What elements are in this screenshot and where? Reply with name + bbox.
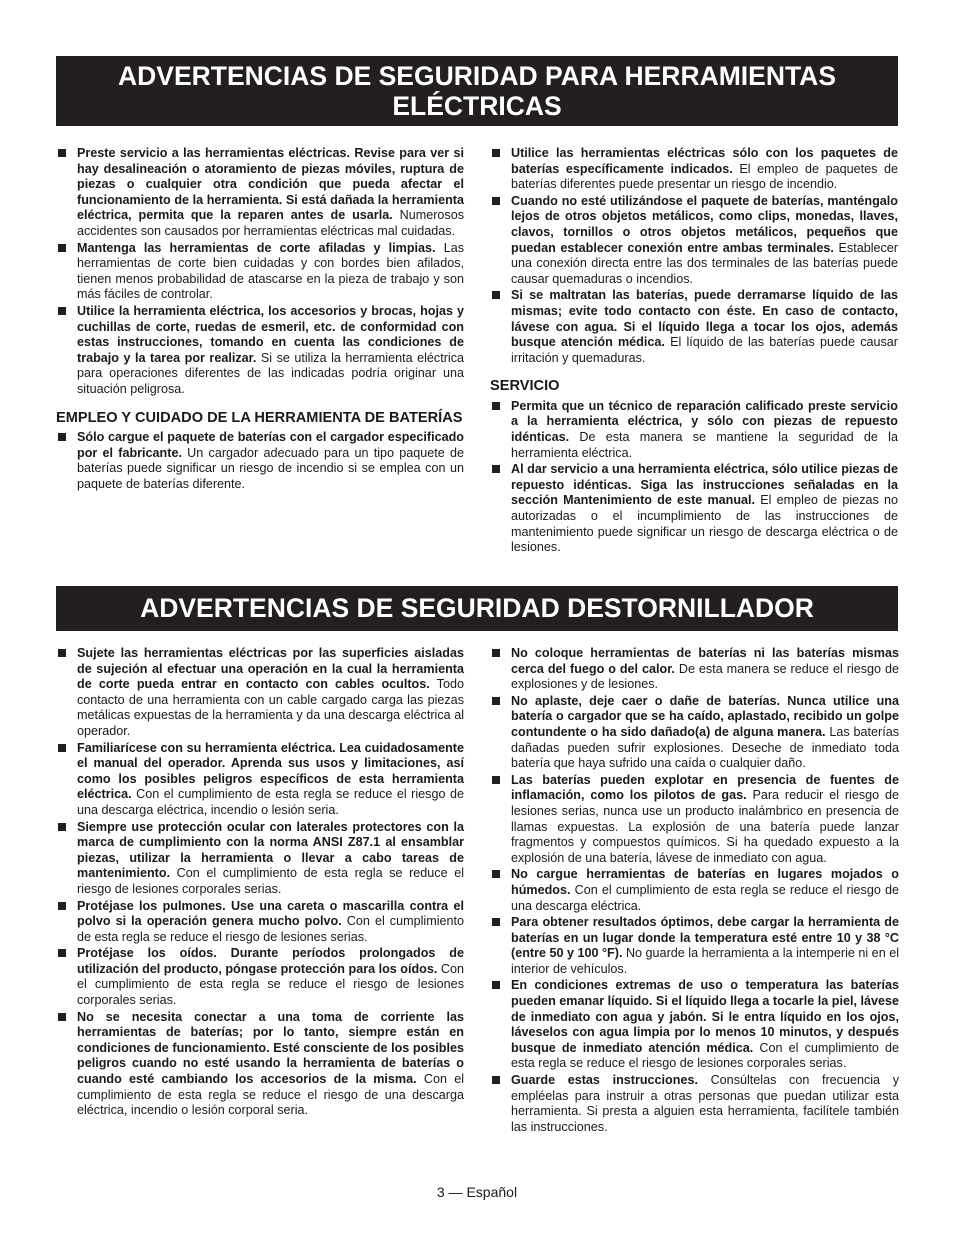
column-screwdriver-left xyxy=(56,646,464,1120)
list-item: Para obtener resultados óptimos, debe cargar la herramienta de baterías en un lugar donde la temperatura esté entre 10 y 38 °C (entre 50 y 100 °F). No guarde la herramienta a la intemperie ni en el interior de vehículos. xyxy=(490,915,899,977)
list-item: No aplaste, deje caer o dañe de baterías. Nunca utilice una batería o cargador que se ha caído, aplastado, recibido un golpe contundente o ha sido dañado(a) de alguna manera. Las baterías dañadas pueden sufrir explosiones. Deseche de inmediato toda batería que haya sufrido una caída o cualquier daño. xyxy=(490,694,899,772)
list-item: En condiciones extremas de uso o temperatura las baterías pueden emanar líquido. Si el líquido llega a tocarle la piel, lávese de inmediato con agua y jabón. Si le entra líquido en los ojos, láveselos con agua limpia por lo menos 10 minutos, y después busque de inmediato atención médica. Con el cumplimiento de esta regla se reduce el riesgo de lesiones corporales serias. xyxy=(490,978,899,1072)
list-item: Utilice la herramienta eléctrica, los accesorios y brocas, hojas y cuchillas de corte, ruedas de esmeril, etc. de conformidad con estas instrucciones, tomando en cuenta las condiciones de trabajo y la tarea por realizar. Si se utiliza la herramienta eléctrica para operaciones diferentes de las indicadas podría originar una situación peligrosa. xyxy=(56,304,464,398)
list-item: Mantenga las herramientas de corte afiladas y limpias. Las herramientas de corte bien cuidadas y con bordes bien afilados, tienen menos probabilidad de atascarse en la pieza de trabajo y son más fáciles de controlar. xyxy=(56,241,464,303)
list-item: Al dar servicio a una herramienta eléctrica, sólo utilice piezas de repuesto idénticas. Siga las instrucciones señaladas en la sección Mantenimiento de este manual. El empleo de piezas no autorizadas o el incumplimiento de las instrucciones de mantenimiento puede significar un riesgo de descarga eléctrica o de lesiones. xyxy=(490,462,898,556)
list-item: Si se maltratan las baterías, puede derramarse líquido de las mismas; evite todo contacto con éste. En caso de contacto, lávese con agua. Si el líquido llega a tocar los ojos, además busque atención médica. El líquido de las baterías puede causar irritación y quemaduras. xyxy=(490,288,898,366)
list-item: Protéjase los pulmones. Use una careta o mascarilla contra el polvo si la operación genera mucho polvo. Con el cumplimiento de esta regla se reduce el riesgo de lesiones serias. xyxy=(56,899,464,946)
list-item: Utilice las herramientas eléctricas sólo con los paquetes de baterías específicamente indicados. El empleo de paquetes de baterías diferentes puede presentar un riesgo de incendio. xyxy=(490,146,898,193)
section-banner-screwdriver xyxy=(56,586,898,631)
list-item: Protéjase los oídos. Durante períodos prolongados de utilización del producto, póngase protección para los oídos. Con el cumplimiento de esta regla se reduce el riesgo de lesiones corporales serias. xyxy=(56,946,464,1008)
column-service-and-battery xyxy=(56,146,464,493)
section-banner-power-tools xyxy=(56,56,898,126)
column-screwdriver-right xyxy=(490,646,899,1136)
bullet-list xyxy=(56,146,464,398)
list-item: Guarde estas instrucciones. Consúltelas con frecuencia y empléelas para instruir a otras personas que puedan utilizar esta herramienta. Si presta a alguien esta herramienta, facilítele también las instrucciones. xyxy=(490,1073,899,1135)
bullet-list xyxy=(490,399,898,556)
list-item: Preste servicio a las herramientas eléctricas. Revise para ver si hay desalineación o atoramiento de piezas móviles, ruptura de piezas o cualquier otra condición que pueda afectar el funcionamiento de la herramienta. Si está dañada la herramienta eléctrica, permita que la reparen antes de usarla. Numerosos accidentes son causados por herramientas eléctricas mal cuidadas. xyxy=(56,146,464,240)
column-battery-and-service xyxy=(490,146,898,557)
list-item: No cargue herramientas de baterías en lugares mojados o húmedos. Con el cumplimiento de esta regla se reduce el riesgo de una descarga eléctrica. xyxy=(490,867,899,914)
page-footer: 3 — Español xyxy=(436,1184,518,1200)
list-item: Permita que un técnico de reparación calificado preste servicio a la herramienta eléctrica, y sólo con piezas de repuesto idénticas. De esta manera se mantiene la seguridad de la herramienta eléctrica. xyxy=(490,399,898,461)
list-item: Siempre use protección ocular con laterales protectores con la marca de cumplimiento con la norma ANSI Z87.1 al ensamblar piezas, utilizar la herramienta o llevar a cabo tareas de mantenimiento. Con el cumplimiento de esta regla se reduce el riesgo de lesiones corporales serias. xyxy=(56,820,464,898)
bullet-list xyxy=(56,646,464,1119)
banner-line-1: ADVERTENCIAS DE SEGURIDAD PARA HERRAMIENTAS xyxy=(118,61,836,91)
bullet-list xyxy=(490,146,898,366)
subheading-service: SERVICIO xyxy=(490,378,560,395)
list-item: Sólo cargue el paquete de baterías con el cargador especificado por el fabricante. Un cargador adecuado para un tipo paquete de baterías puede significar un riesgo de incendio si se emplea con un paquete de baterías diferente. xyxy=(56,430,464,492)
list-item: Familiarícese con su herramienta eléctrica. Lea cuidadosamente el manual del operador. Aprenda sus usos y limitaciones, así como los posibles peligros específicos de esta herramienta eléctrica. Con el cumplimiento de esta regla se reduce el riesgo de una descarga eléctrica, incendio o lesión seria. xyxy=(56,741,464,819)
bullet-list xyxy=(56,430,464,492)
banner-line-2: ELÉCTRICAS xyxy=(392,91,562,121)
subheading-battery-tool-use: EMPLEO Y CUIDADO DE LA HERRAMIENTA DE BATERÍAS xyxy=(56,409,463,426)
list-item: Las baterías pueden explotar en presencia de fuentes de inflamación, como los pilotos de gas. Para reducir el riesgo de lesiones serias, nunca use un producto inalámbrico en presencia de llamas expuestas. La explosión de una batería puede lanzar fragmentos y compuestos químicos. Si ha quedado expuesto a la explosión de una batería, lávese de inmediato con agua. xyxy=(490,773,899,867)
banner-line-1: ADVERTENCIAS DE SEGURIDAD DESTORNILLADOR xyxy=(140,593,814,623)
list-item: No coloque herramientas de baterías ni las baterías mismas cerca del fuego o del calor. De esta manera se reduce el riesgo de explosiones y de lesiones. xyxy=(490,646,899,693)
list-item: Sujete las herramientas eléctricas por las superficies aisladas de sujeción al efectuar una operación en la cual la herramienta de corte pueda entrar en contacto con cables ocultos. Todo contacto de una herramienta con un cable cargado carga las piezas metálicas expuestas de la herramienta y da una descarga eléctrica al operador. xyxy=(56,646,464,740)
list-item: No se necesita conectar a una toma de corriente las herramientas de baterías; por lo tanto, siempre están en condiciones de funcionamiento. Esté consciente de los posibles peligros cuando no esté usando la herramienta de baterías o cuando esté cambiando los accesorios de la misma. Con el cumplimiento de esta regla se reduce el riesgo de una descarga eléctrica, incendio o lesión corporal seria. xyxy=(56,1010,464,1119)
bullet-list xyxy=(490,646,899,1135)
list-item: Cuando no esté utilizándose el paquete de baterías, manténgalo lejos de otros objetos metálicos, como clips, monedas, llaves, clavos, tornillos o otros objetos metálicos, pequeños que puedan establecer conexión entre ambas terminales. Establecer una conexión directa entre las dos terminales de las baterías puede causar quemaduras o incendios. xyxy=(490,194,898,288)
